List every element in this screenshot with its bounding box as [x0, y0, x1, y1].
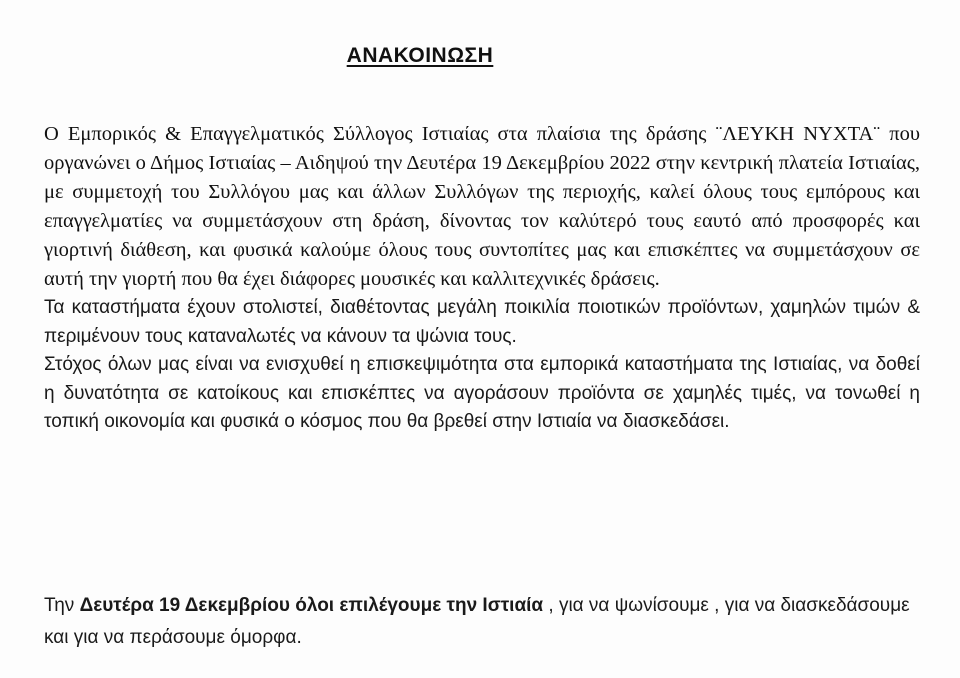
paragraph-invitation: Ο Εμπορικός & Επαγγελματικός Σύλλογος Ιστιαίας στα πλαίσια της δράσης ¨ΛΕΥΚΗ ΝΥΧΤΑ¨ που οργανώνει ο Δήμος Ιστιαίας – Αιδηψού την Δευτέρα 19 Δεκεμβρίου 2022 στην κεντρική πλατεία Ιστιαίας, με συμμετοχή του Συλλόγου μας και άλλων Συλλόγων της περιοχής, καλεί όλους τους εμπόρους και επαγγελματίες να συμμετάσχουν στη δράση, δίνοντας τον καλύτερό τους εαυτό από προσφορές και γιορτινή διάθεση, και φυσικά καλούμε όλους τους συντοπίτες μας και επισκέπτες να συμμετάσχουν σε αυτή την γιορτή που θα έχει διάφορες μουσικές και καλλιτεχνικές δράσεις. [44, 123, 920, 290]
paragraph-goal: Στόχος όλων μας είναι να ενισχυθεί η επισκεψιμότητα στα εμπορικά καταστήματα της Ιστιαίας, να δοθεί η δυνατότητα σε κατοίκους και επισκέπτες να αγοράσουν προϊόντα σε χαμηλές τιμές, να τονωθεί η τοπική οικονομία και φυσικά ο κόσμος που θα βρεθεί στην Ιστιαία να διασκεδάσει. [44, 354, 920, 432]
closing-bold-text: Δευτέρα 19 Δεκεμβρίου όλοι επιλέγουμε την Ιστιαία [79, 595, 544, 616]
closing-suffix: , για να ψωνίσουμε , για να διασκεδάσουμε και για να περάσουμε όμορφα. [44, 595, 910, 648]
announcement-title: ΑΝΑΚΟΙΝΩΣΗ [346, 44, 494, 67]
announcement-body [44, 120, 920, 437]
paragraph-shops: Τα καταστήματα έχουν στολιστεί, διαθέτοντας μεγάλη ποικιλία ποιοτικών προϊόντων, χαμηλών τιμών & περιμένουν τους καταναλωτές να κάνουν τα ψώνια τους. [44, 297, 920, 347]
closing-prefix: Την [44, 595, 80, 616]
closing-paragraph [44, 590, 924, 654]
